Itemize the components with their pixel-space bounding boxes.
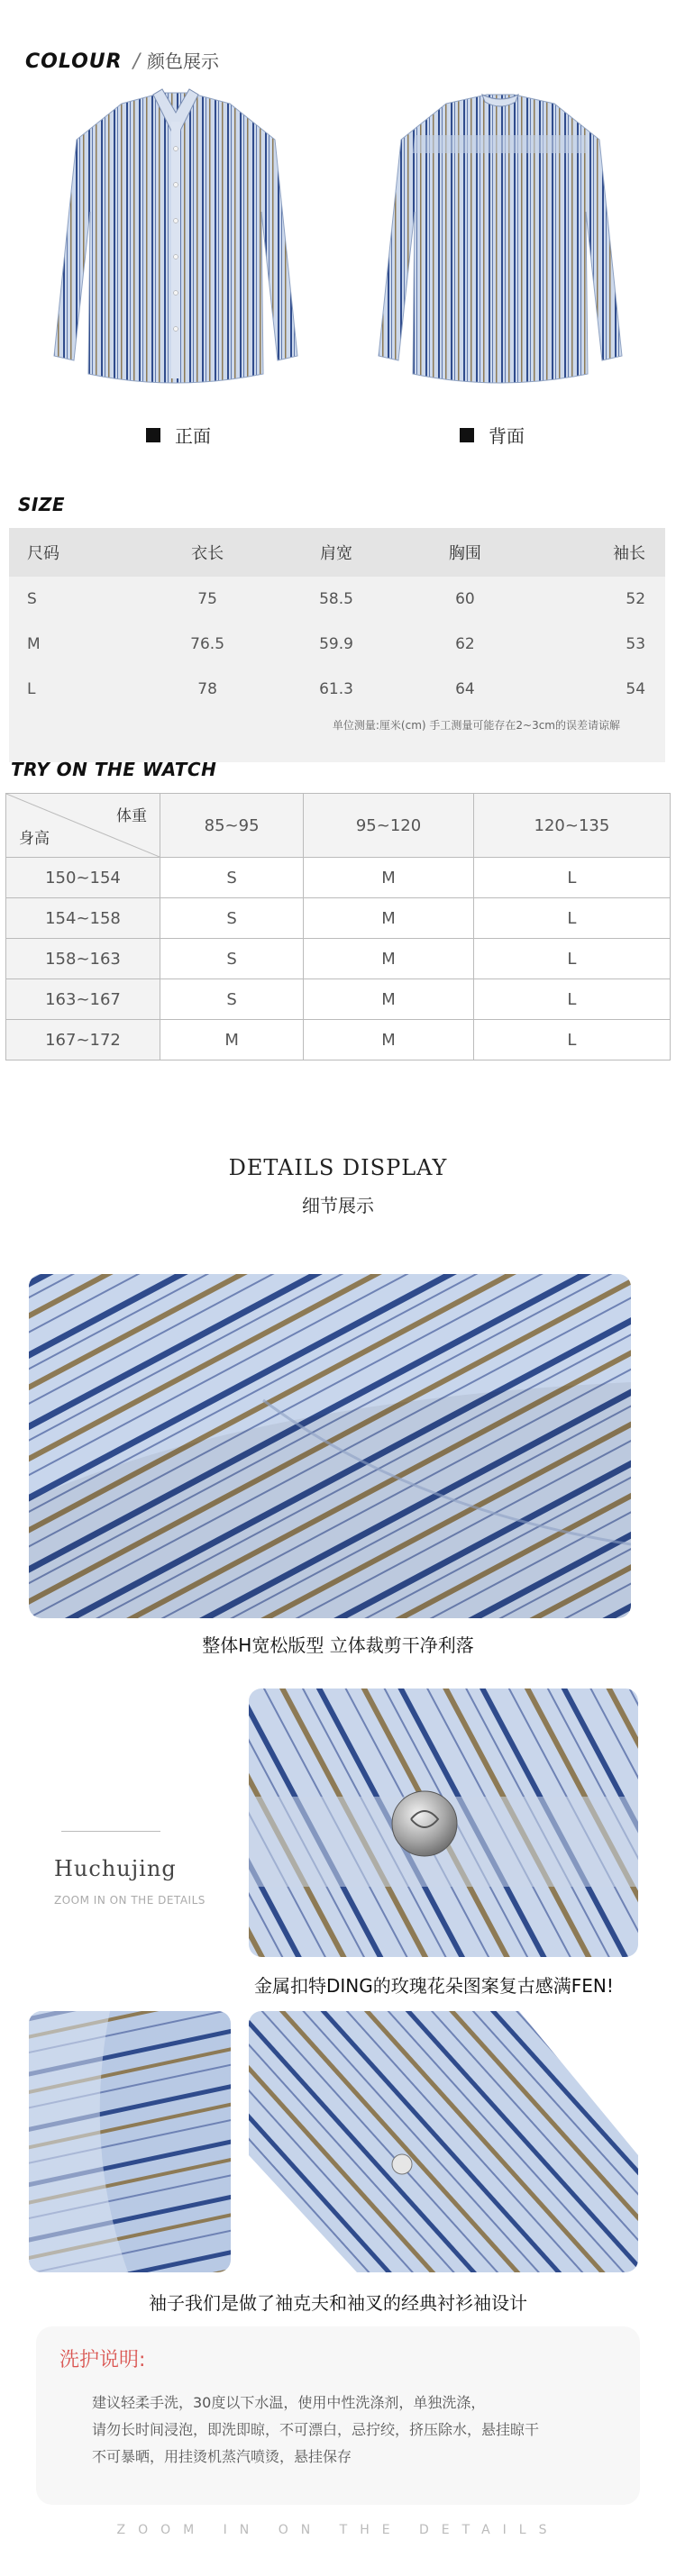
size-recommend-cell: M <box>160 1020 304 1060</box>
size-recommend-cell: M <box>304 898 474 939</box>
care-instructions-card <box>36 2326 640 2505</box>
detail-caption-2: 金属扣特DING的玫瑰花朵图案复古感满FEN! <box>254 1975 614 1997</box>
size-recommend-cell: L <box>473 939 670 979</box>
brand-subtitle: ZOOM IN ON THE DETAILS <box>54 1894 206 1907</box>
try-table-row <box>6 858 671 898</box>
size-header-cell: 肩宽 <box>320 544 352 563</box>
care-line: 建议轻柔手洗，30度以下水温，使用中性洗涤剂，单独洗涤， <box>92 2394 486 2411</box>
colour-title-cn: 颜色展示 <box>147 50 220 72</box>
size-section-title: SIZE <box>18 494 66 515</box>
details-title-en: DETAILS DISPLAY <box>228 1155 448 1180</box>
square-bullet-icon <box>460 428 474 442</box>
square-bullet-icon <box>146 428 160 442</box>
brand-name: Huchujing <box>54 1856 177 1881</box>
try-on-table <box>5 793 671 1060</box>
height-range-cell: 158~163 <box>6 939 160 979</box>
try-table-row <box>6 939 671 979</box>
details-title-cn: 细节展示 <box>302 1195 374 1216</box>
size-cell: 54 <box>626 680 646 698</box>
size-cell: L <box>27 680 36 698</box>
try-table-row <box>6 979 671 1020</box>
size-cell: 59.9 <box>319 635 353 653</box>
size-cell: S <box>27 590 37 608</box>
detail-caption-3: 袖子我们是做了袖克夫和袖叉的经典衬衫袖设计 <box>149 2292 527 2314</box>
back-view-label <box>460 422 525 448</box>
try-table-row <box>6 898 671 939</box>
colour-heading <box>25 47 219 76</box>
care-line: 请勿长时间浸泡，即洗即晾，不可漂白，忌拧绞，挤压除水，悬挂晾干 <box>92 2421 540 2438</box>
care-line: 不可暴晒，用挂烫机蒸汽喷烫，悬挂保存 <box>92 2448 352 2465</box>
size-note: 单位测量:厘米(cm) 手工测量可能存在2~3cm的误差请谅解 <box>332 719 620 732</box>
size-header-cell: 袖长 <box>613 544 646 563</box>
size-cell: 62 <box>455 635 475 653</box>
corner-height-label: 身高 <box>19 830 50 848</box>
detail-photo-button <box>249 1689 638 1957</box>
try-table-row <box>6 1020 671 1060</box>
size-cell: 75 <box>197 590 217 608</box>
size-cell: 64 <box>455 680 475 698</box>
size-recommend-cell: L <box>473 1020 670 1060</box>
colour-separator: / <box>132 50 141 73</box>
size-cell: 53 <box>626 635 646 653</box>
size-cell: 52 <box>626 590 646 608</box>
size-cell: 58.5 <box>319 590 353 608</box>
care-title: 洗护说明: <box>59 2349 146 2371</box>
size-recommend-cell: L <box>473 979 670 1020</box>
size-table-header-row <box>9 528 665 577</box>
front-view-label <box>146 422 211 448</box>
size-recommend-cell: M <box>304 858 474 898</box>
weight-column-header: 85~95 <box>160 794 304 858</box>
height-range-cell: 150~154 <box>6 858 160 898</box>
try-section-title: TRY ON THE WATCH <box>11 759 217 780</box>
size-recommend-cell: S <box>160 898 304 939</box>
corner-weight-label: 体重 <box>116 807 147 825</box>
size-header-cell: 胸围 <box>448 544 481 563</box>
size-table-row <box>9 577 665 622</box>
size-recommend-cell: S <box>160 979 304 1020</box>
detail-caption-1: 整体H宽松版型 立体裁剪干净利落 <box>202 1634 474 1656</box>
height-range-cell: 167~172 <box>6 1020 160 1060</box>
size-recommend-cell: M <box>304 939 474 979</box>
size-cell: 76.5 <box>190 635 225 653</box>
corner-diagonal <box>6 794 160 857</box>
shirt-back-image <box>361 86 640 401</box>
weight-column-header: 120~135 <box>473 794 670 858</box>
detail-photo-fabric <box>29 1274 631 1618</box>
size-recommend-cell: L <box>473 898 670 939</box>
detail-photo-sleeve <box>29 2011 231 2272</box>
front-label-text: 正面 <box>175 425 211 447</box>
height-range-cell: 154~158 <box>6 898 160 939</box>
brand-divider <box>61 1831 160 1832</box>
size-cell: 78 <box>197 680 217 698</box>
shirt-front-image <box>36 86 315 401</box>
size-recommend-cell: S <box>160 939 304 979</box>
back-label-text: 背面 <box>489 425 525 447</box>
size-header-cell: 衣长 <box>191 544 224 563</box>
size-recommend-cell: M <box>304 1020 474 1060</box>
footer-text: ZOOM IN ON THE DETAILS <box>116 2523 560 2537</box>
size-table-row <box>9 622 665 667</box>
detail-photo-cuff <box>249 2011 638 2272</box>
size-header-cell: 尺码 <box>27 544 59 563</box>
size-recommend-cell: M <box>304 979 474 1020</box>
size-cell: 61.3 <box>319 680 353 698</box>
height-range-cell: 163~167 <box>6 979 160 1020</box>
size-cell: 60 <box>455 590 475 608</box>
size-recommend-cell: L <box>473 858 670 898</box>
colour-title-en: COLOUR <box>25 50 123 73</box>
weight-column-header: 95~120 <box>304 794 474 858</box>
try-table-header-row <box>6 794 671 858</box>
try-table-corner <box>6 794 160 858</box>
size-table-row <box>9 667 665 712</box>
size-cell: M <box>27 635 41 653</box>
size-recommend-cell: S <box>160 858 304 898</box>
